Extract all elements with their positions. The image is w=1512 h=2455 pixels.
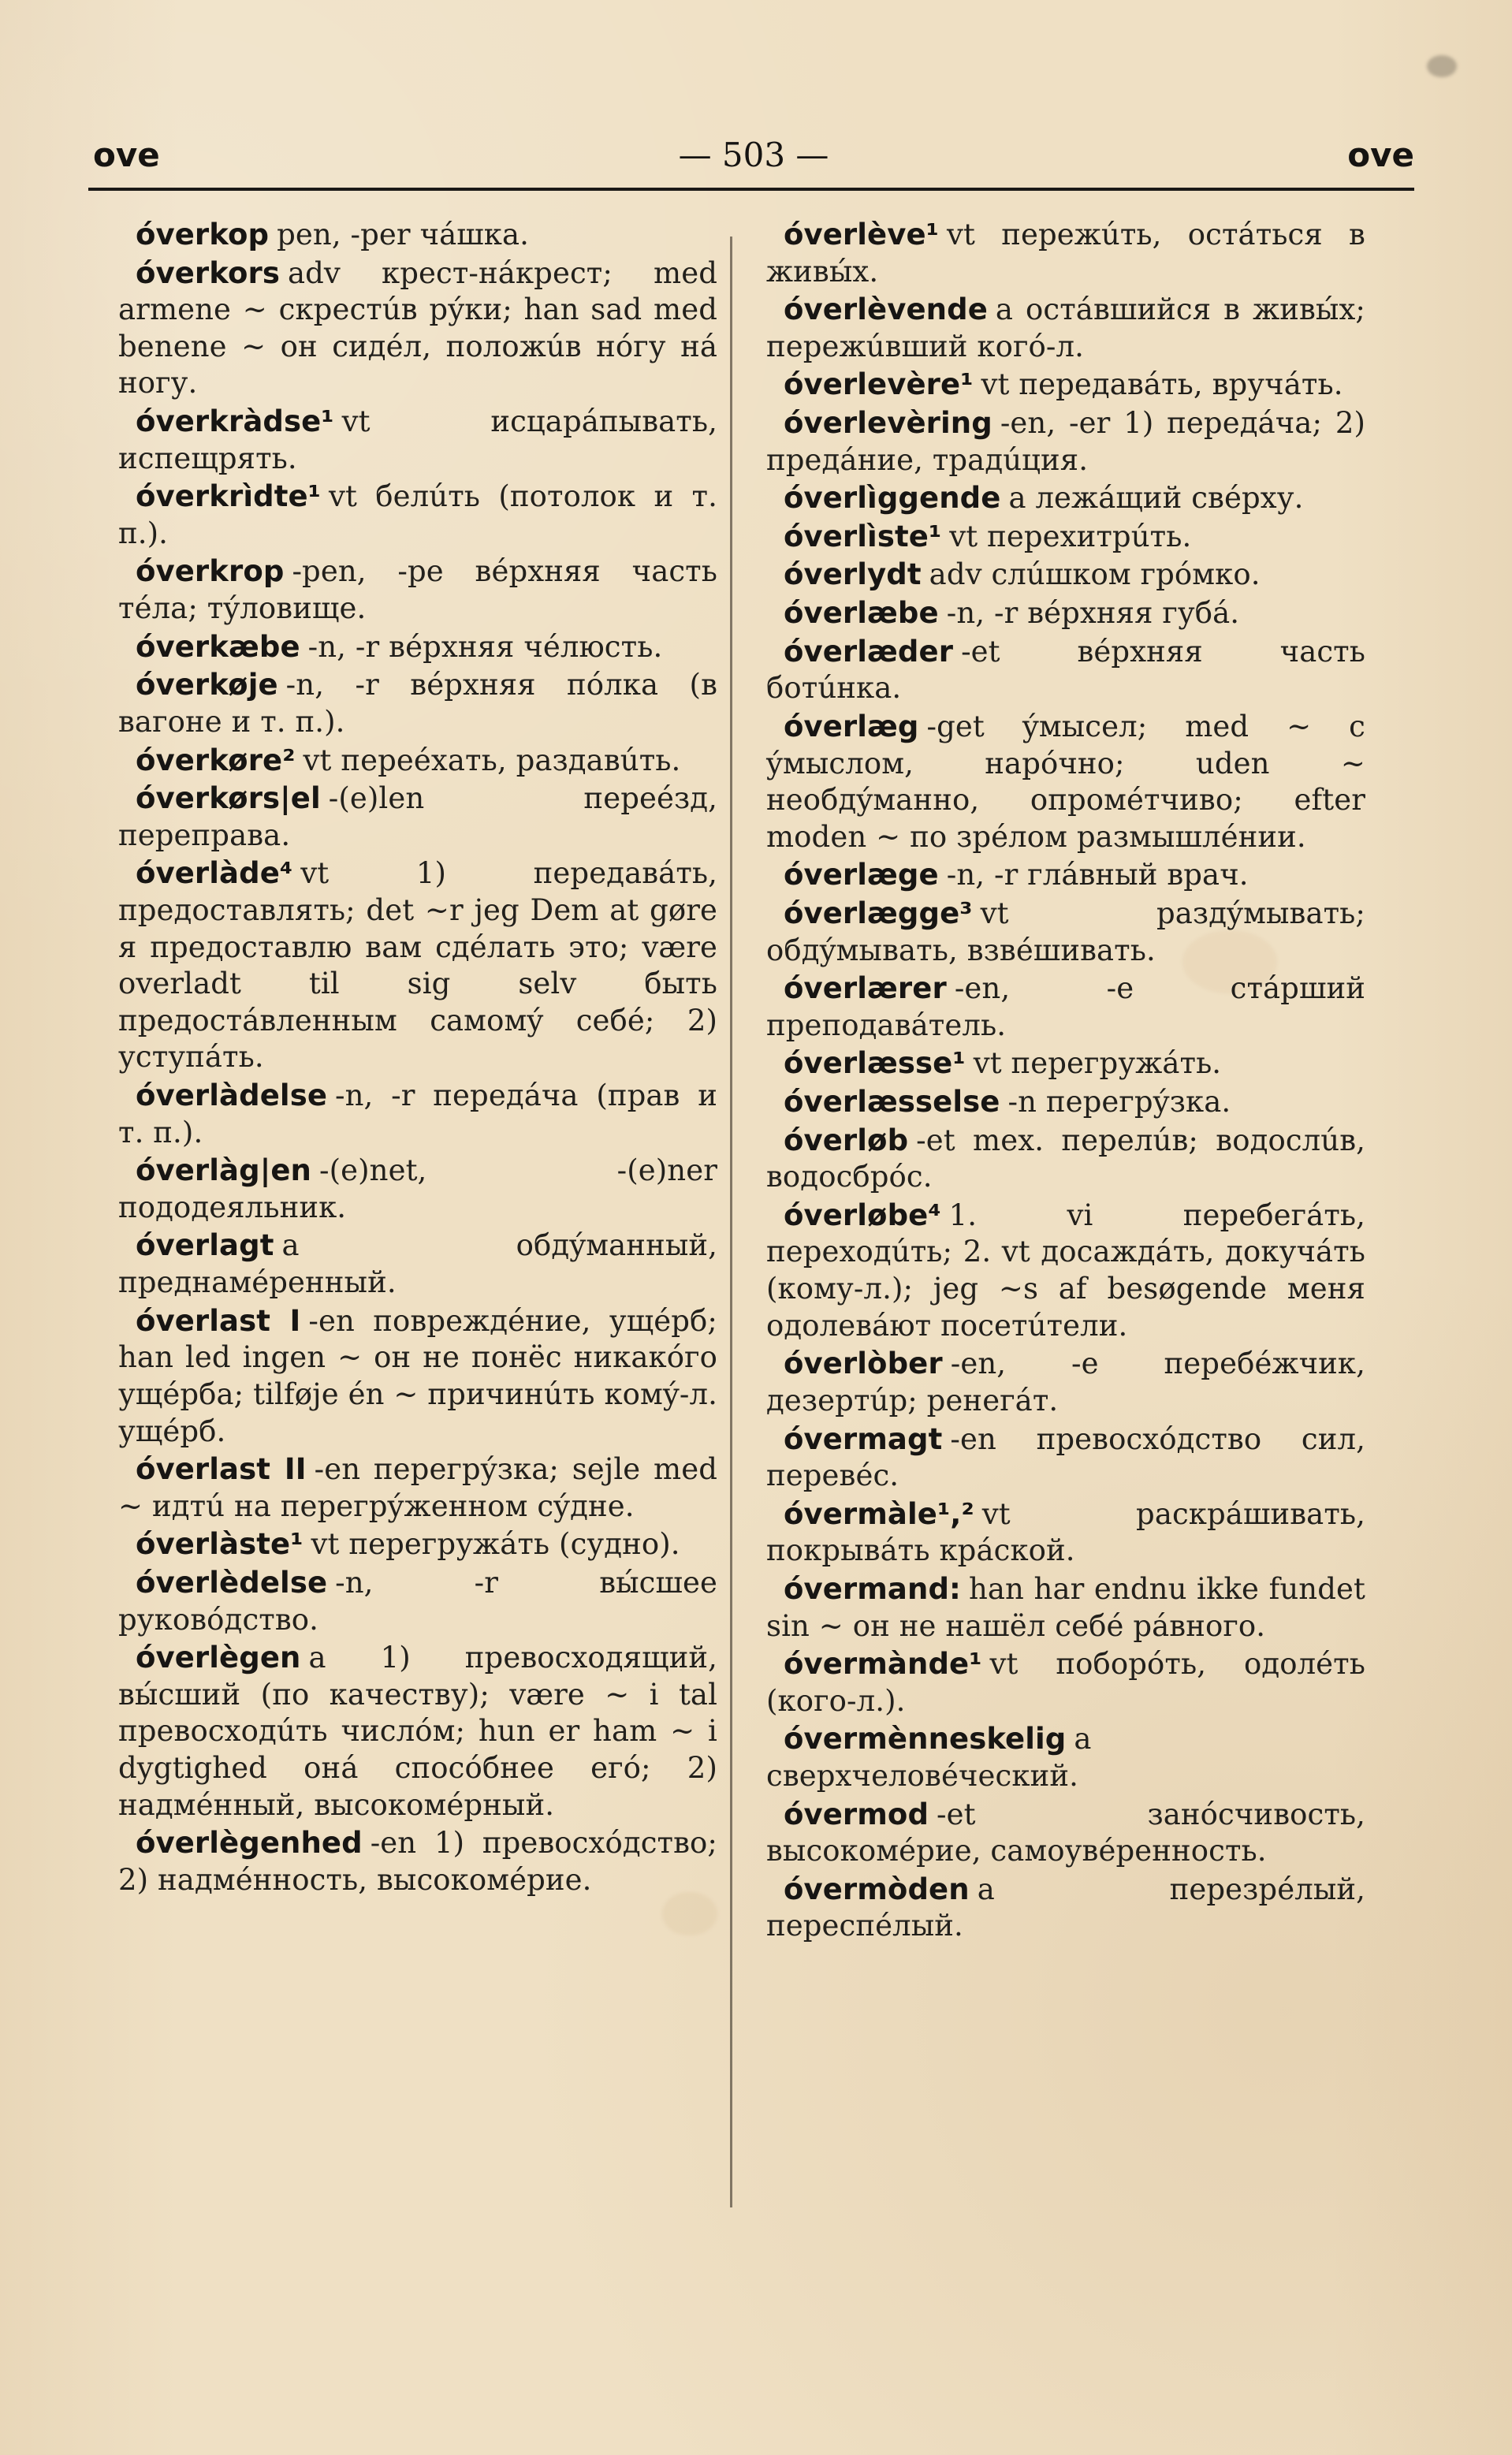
headword: óverkop — [136, 218, 270, 251]
definition: -n, -r глáвный врач. — [946, 858, 1249, 892]
definition: -et занóсчивость, высокомéрие, самоувéренность. — [766, 1797, 1365, 1868]
dictionary-entry — [118, 1825, 717, 1898]
dictionary-entry — [118, 629, 717, 666]
dictionary-entry — [118, 479, 717, 552]
headword: óverlæsse¹ — [784, 1046, 966, 1081]
headword: óvermagt — [784, 1421, 943, 1456]
dictionary-entry — [766, 970, 1365, 1044]
definition: a 1) превосходящий, вы́сший (по качеству); være ~ i tal превосходúть числóм; hun er ham ~ i dygtighed онá спосóбнее егó; 2) надмéнный, высокомéрный. — [118, 1641, 717, 1822]
headword: óverlàg|en — [136, 1153, 311, 1188]
dictionary-entry — [766, 1123, 1365, 1196]
dictionary-entry — [118, 1303, 717, 1450]
page-number: — 503 — — [678, 136, 829, 174]
definition: -en повреждéние, ущéрб; han led ingen ~ он не понёс никакóго ущéрба; tilføje én ~ причинúть комý-л. ущéрб. — [118, 1303, 718, 1448]
headword: óverkørs|el — [136, 781, 321, 816]
headword: óverløb — [784, 1123, 909, 1157]
headword: óverkrop — [136, 554, 285, 589]
headword: óverlydt — [784, 557, 922, 592]
dictionary-entry — [766, 1646, 1365, 1719]
dictionary-entry — [118, 855, 717, 1076]
definition: -et mex. перелúв; водослúв, водосбрóс. — [766, 1123, 1365, 1194]
definition: -en 1) превосхóдство; 2) надмéнность, высокомéрие. — [118, 1826, 717, 1897]
headword: óverlòber — [784, 1347, 943, 1381]
definition: vt перегружáть. — [973, 1046, 1222, 1081]
definition: -et вéрхняя часть ботúнка. — [766, 634, 1365, 706]
definition: vt пережúть, остáться в живы́х. — [766, 218, 1365, 289]
headword: óverkøre² — [136, 743, 296, 777]
dictionary-entry — [118, 1153, 717, 1226]
headword: óverlàdelse — [136, 1078, 328, 1113]
headword: óverkrìdte¹ — [136, 479, 321, 514]
headword: óverlèdelse — [136, 1565, 328, 1600]
definition: vt переéхать, раздавúть. — [303, 743, 681, 777]
dictionary-entry — [766, 292, 1365, 365]
definition: adv слúшком грóмко. — [929, 557, 1261, 592]
definition: -(e)net, -(e)ner пододеяльник. — [118, 1153, 717, 1224]
headword: óverlève¹ — [784, 218, 939, 251]
headword: óverlevère¹ — [784, 367, 974, 402]
definition: han har endnu ikke fundet sin ~ он не нашёл себé рáвного. — [766, 1571, 1365, 1643]
definition: -en, -er 1) передáча; 2) предáние, традúция. — [766, 406, 1365, 477]
headword: óverkors — [136, 255, 280, 290]
headword: óverlìste¹ — [784, 519, 942, 553]
definition: a остáвшийся в живы́х; пережúвший когó-л. — [766, 292, 1365, 363]
dictionary-entry — [118, 1526, 717, 1563]
header-right-guideword: ove — [1347, 136, 1414, 174]
headword: óverløbe⁴ — [784, 1198, 941, 1232]
dictionary-entry — [766, 857, 1365, 894]
headword: óverlæsselse — [784, 1085, 1000, 1119]
headword: óverkæbe — [136, 629, 300, 664]
dictionary-entry — [766, 557, 1365, 594]
dictionary-entry — [766, 896, 1365, 969]
definition: -n, -r вéрхняя губá. — [946, 596, 1240, 631]
dictionary-entry — [766, 1084, 1365, 1121]
headword: óverlàde⁴ — [136, 856, 293, 891]
definition: -pen, -pe вéрхняя часть тéла; тýловище. — [118, 554, 717, 626]
definition: vt 1) передавáть, предоставлять; det ~r jeg Dem at gøre я предоставлю вам сдéлать это; være overladt til sig selv быть предостáвленным самомý себé; 2) уступáть. — [118, 856, 717, 1075]
definition: -en, -e стáрший преподавáтель. — [766, 971, 1365, 1042]
headword: óverlæg — [784, 709, 919, 743]
headword: óverlæder — [784, 634, 954, 669]
dictionary-entry — [766, 634, 1365, 707]
headword: óverkràdse¹ — [136, 404, 334, 439]
column-divider — [730, 237, 732, 2207]
dictionary-entry — [766, 367, 1365, 404]
dictionary-entry — [118, 255, 717, 402]
definition: -get ýмысел; med ~ с ýмыслом, нарóчно; uden ~ необдýманно, опромéтчиво; efter moden ~ по зрéлом размышлéнии. — [766, 709, 1365, 854]
headword: óverlæge — [784, 858, 939, 892]
definition: -n, -r вéрхняя чéлюсть. — [307, 629, 663, 664]
definition: a сверхчеловéческий. — [766, 1722, 1092, 1793]
dictionary-entry — [766, 595, 1365, 632]
headword: óverlærer — [784, 971, 947, 1006]
definition: pen, -per чáшка. — [277, 218, 530, 251]
definition: -(e)len переéзд, переправа. — [118, 781, 717, 852]
dictionary-entry — [118, 743, 717, 780]
right-column — [766, 217, 1365, 1946]
definition: vt исцарáпывать, испещрять. — [118, 404, 717, 475]
headword: óverlevèring — [784, 406, 992, 441]
dictionary-entry — [766, 1721, 1365, 1794]
headword: óvermòden — [784, 1872, 970, 1906]
headword: óvermàle¹,² — [784, 1496, 974, 1531]
headword: óvermod — [784, 1797, 929, 1831]
headword: óvermènneskelig — [784, 1722, 1067, 1756]
definition: vt поборóть, одолéть (кого-л.). — [766, 1647, 1365, 1718]
dictionary-entry — [766, 519, 1365, 556]
definition: a обдýманный, преднамéренный. — [118, 1228, 717, 1300]
definition: -n перегрýзка. — [1007, 1085, 1231, 1119]
definition: -en перегрýзка; sejle med ~ идтú на перегрýженном сýдне. — [118, 1452, 717, 1523]
dictionary-entry — [118, 780, 717, 854]
headword: óverlègenhed — [136, 1826, 363, 1861]
dictionary-entry — [118, 1228, 717, 1301]
dictionary-entry — [766, 1198, 1365, 1344]
definition: vt передавáть, вручáть. — [981, 367, 1343, 402]
headword: óvermànde¹ — [784, 1647, 982, 1682]
dictionary-entry — [118, 1078, 717, 1151]
dictionary-entry — [766, 217, 1365, 290]
definition: vt перехитрúть. — [949, 519, 1192, 553]
dictionary-entry — [766, 1797, 1365, 1870]
headword: óverlagt — [136, 1228, 274, 1263]
definition: -en, -e перебéжчик, дезертúр; ренегáт. — [766, 1347, 1365, 1417]
definition: vt перегружáть (судно). — [311, 1527, 680, 1562]
headword: óverlast II — [136, 1452, 307, 1487]
header-left-guideword: ove — [93, 136, 160, 174]
ink-spot — [1427, 55, 1457, 77]
dictionary-entry — [118, 1640, 717, 1824]
definition: vt раздýмывать; обдýмывать, взвéшивать. — [766, 896, 1365, 967]
headword: óverlæbe — [784, 596, 939, 631]
left-column — [118, 217, 717, 1900]
dictionary-entry — [118, 1451, 717, 1525]
dictionary-entry — [766, 405, 1365, 479]
dictionary-entry — [118, 667, 717, 740]
headword: óverlègen — [136, 1641, 301, 1675]
dictionary-entry — [766, 1872, 1365, 1945]
dictionary-entry — [118, 1565, 717, 1638]
dictionary-entry — [118, 217, 717, 254]
definition: 1. vi перебегáть, переходúть; 2. vt досаждáть, докучáть (кому-л.); jeg ~s af besøgende меня одолевáют посетúтели. — [766, 1198, 1365, 1343]
headword: óverlàste¹ — [136, 1527, 304, 1562]
dictionary-entry — [766, 1346, 1365, 1419]
headword: óverlægge³ — [784, 896, 973, 930]
headword: óverkøje — [136, 668, 278, 702]
headword: óverlèvende — [784, 292, 988, 327]
dictionary-entry — [766, 1421, 1365, 1495]
dictionary-entry — [766, 480, 1365, 517]
definition: -en превосхóдство сил, перевéс. — [766, 1421, 1365, 1493]
definition: vt белúть (потолок и т. п.). — [118, 479, 717, 550]
dictionary-entry — [766, 1045, 1365, 1082]
header-rule — [88, 188, 1414, 191]
dictionary-entry — [766, 709, 1365, 855]
dictionary-entry — [118, 404, 717, 477]
headword: óverlast I — [136, 1303, 301, 1338]
definition: -n, -r вéрхняя пóлка (в вагоне и т. п.). — [118, 668, 717, 739]
dictionary-entry — [118, 553, 717, 627]
definition: a лежáщий свéрху. — [1008, 481, 1304, 516]
dictionary-entry — [766, 1496, 1365, 1570]
headword: óverlìggende — [784, 481, 1001, 516]
definition: -n, -r передáча (прав и т. п.). — [118, 1078, 717, 1149]
headword: óvermand: — [784, 1571, 961, 1606]
definition: adv крест-нáкрест; med armene ~ скрестúв рýки; han sad med benene ~ он сидéл, положúв нóгу нá ногу. — [118, 255, 717, 400]
definition: vt раскрáшивать, покрывáть крáской. — [766, 1496, 1365, 1568]
definition: -n, -r вы́сшее руковóдство. — [118, 1565, 717, 1637]
dictionary-entry — [766, 1571, 1365, 1645]
definition: a перезрéлый, переспéлый. — [766, 1872, 1365, 1943]
